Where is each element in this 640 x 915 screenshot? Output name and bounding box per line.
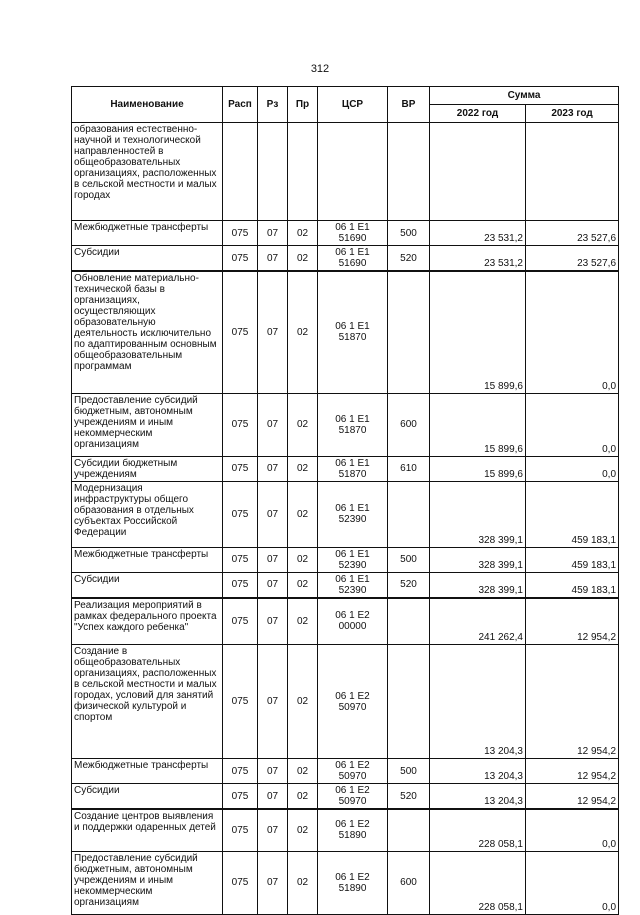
row-rasp: 075 bbox=[223, 481, 258, 547]
header-pr: Пр bbox=[288, 87, 318, 123]
row-rz: 07 bbox=[258, 598, 288, 645]
row-pr: 02 bbox=[288, 598, 318, 645]
row-vr bbox=[388, 481, 430, 547]
header-name: Наименование bbox=[72, 87, 223, 123]
row-csr: 06 1 Е1 51690 bbox=[318, 246, 388, 272]
row-name: Субсидии bbox=[72, 246, 223, 272]
row-csr: 06 1 Е2 50970 bbox=[318, 784, 388, 810]
row-name: Межбюджетные трансферты bbox=[72, 547, 223, 572]
row-csr: 06 1 Е2 50970 bbox=[318, 759, 388, 784]
table-row bbox=[72, 809, 619, 851]
row-rasp: 075 bbox=[223, 456, 258, 481]
table-row bbox=[72, 246, 619, 272]
table-row bbox=[72, 784, 619, 810]
row-rz: 07 bbox=[258, 481, 288, 547]
row-rz: 07 bbox=[258, 246, 288, 272]
row-pr: 02 bbox=[288, 481, 318, 547]
row-vr bbox=[388, 598, 430, 645]
row-sum-2023: 12 954,2 bbox=[526, 759, 619, 784]
row-rasp: 075 bbox=[223, 851, 258, 914]
row-pr bbox=[288, 123, 318, 221]
row-csr: 06 1 Е1 52390 bbox=[318, 547, 388, 572]
row-rz: 07 bbox=[258, 851, 288, 914]
header-csr: ЦСР bbox=[318, 87, 388, 123]
header-year-2022: 2022 год bbox=[430, 105, 526, 123]
table-body bbox=[72, 123, 619, 915]
row-pr: 02 bbox=[288, 759, 318, 784]
row-pr: 02 bbox=[288, 393, 318, 456]
table-row bbox=[72, 759, 619, 784]
row-pr: 02 bbox=[288, 572, 318, 598]
row-name: Межбюджетные трансферты bbox=[72, 221, 223, 246]
row-rasp bbox=[223, 123, 258, 221]
row-sum-2022: 241 262,4 bbox=[430, 598, 526, 645]
table-row bbox=[72, 645, 619, 759]
row-name: Субсидии бюджетным учреждениям bbox=[72, 456, 223, 481]
row-csr: 06 1 Е2 00000 bbox=[318, 598, 388, 645]
row-sum-2023: 459 183,1 bbox=[526, 572, 619, 598]
row-name: Межбюджетные трансферты bbox=[72, 759, 223, 784]
row-rasp: 075 bbox=[223, 572, 258, 598]
row-pr: 02 bbox=[288, 809, 318, 851]
row-sum-2023: 0,0 bbox=[526, 271, 619, 393]
row-sum-2022: 328 399,1 bbox=[430, 481, 526, 547]
row-csr: 06 1 Е1 51870 bbox=[318, 456, 388, 481]
row-csr: 06 1 Е1 51870 bbox=[318, 393, 388, 456]
row-rasp: 075 bbox=[223, 246, 258, 272]
header-year-2023: 2023 год bbox=[526, 105, 619, 123]
row-rz: 07 bbox=[258, 572, 288, 598]
page-number: 312 bbox=[310, 63, 330, 75]
row-sum-2022: 15 899,6 bbox=[430, 393, 526, 456]
row-rz: 07 bbox=[258, 221, 288, 246]
row-sum-2023: 0,0 bbox=[526, 456, 619, 481]
row-sum-2022: 13 204,3 bbox=[430, 645, 526, 759]
row-rasp: 075 bbox=[223, 393, 258, 456]
row-sum-2023: 459 183,1 bbox=[526, 481, 619, 547]
row-csr: 06 1 Е1 51870 bbox=[318, 271, 388, 393]
row-sum-2023: 0,0 bbox=[526, 393, 619, 456]
row-vr: 500 bbox=[388, 547, 430, 572]
row-csr: 06 1 Е2 51890 bbox=[318, 851, 388, 914]
row-rz: 07 bbox=[258, 456, 288, 481]
row-vr bbox=[388, 809, 430, 851]
row-vr bbox=[388, 123, 430, 221]
row-name: Обновление материально-технической базы в организациях, осуществляющих образовательную деятельность исключительно по адаптированным основным общеобразовательным программам bbox=[72, 271, 223, 393]
row-rz: 07 bbox=[258, 784, 288, 810]
row-sum-2023: 459 183,1 bbox=[526, 547, 619, 572]
row-sum-2023: 12 954,2 bbox=[526, 598, 619, 645]
row-rasp: 075 bbox=[223, 598, 258, 645]
row-csr: 06 1 Е1 52390 bbox=[318, 572, 388, 598]
row-name: Предоставление субсидий бюджетным, автономным учреждениям и иным некоммерческим организациям bbox=[72, 393, 223, 456]
row-sum-2022 bbox=[430, 123, 526, 221]
row-sum-2023: 0,0 bbox=[526, 851, 619, 914]
row-csr: 06 1 Е1 52390 bbox=[318, 481, 388, 547]
row-vr: 610 bbox=[388, 456, 430, 481]
row-vr: 520 bbox=[388, 246, 430, 272]
row-rasp: 075 bbox=[223, 759, 258, 784]
row-sum-2022: 13 204,3 bbox=[430, 784, 526, 810]
row-sum-2023: 23 527,6 bbox=[526, 221, 619, 246]
row-vr bbox=[388, 271, 430, 393]
row-vr: 500 bbox=[388, 759, 430, 784]
row-csr: 06 1 Е2 50970 bbox=[318, 645, 388, 759]
row-rz: 07 bbox=[258, 547, 288, 572]
row-csr: 06 1 Е2 51890 bbox=[318, 809, 388, 851]
row-sum-2022: 13 204,3 bbox=[430, 759, 526, 784]
row-rasp: 075 bbox=[223, 221, 258, 246]
row-csr: 06 1 Е1 51690 bbox=[318, 221, 388, 246]
table-row bbox=[72, 456, 619, 481]
row-pr: 02 bbox=[288, 547, 318, 572]
row-pr: 02 bbox=[288, 221, 318, 246]
row-rasp: 075 bbox=[223, 645, 258, 759]
table-row bbox=[72, 481, 619, 547]
row-vr: 520 bbox=[388, 572, 430, 598]
row-rasp: 075 bbox=[223, 784, 258, 810]
row-name: Предоставление субсидий бюджетным, автономным учреждениям и иным некоммерческим организациям bbox=[72, 851, 223, 914]
header-vr: ВР bbox=[388, 87, 430, 123]
header-sum: Сумма bbox=[430, 87, 619, 105]
row-name: образования естественно-научной и технологической направленностей в общеобразовательных организациях, расположенных в сельской местности и малых городах bbox=[72, 123, 223, 221]
row-vr: 500 bbox=[388, 221, 430, 246]
row-sum-2023: 12 954,2 bbox=[526, 784, 619, 810]
row-rz: 07 bbox=[258, 809, 288, 851]
row-pr: 02 bbox=[288, 246, 318, 272]
row-pr: 02 bbox=[288, 784, 318, 810]
header-rz: Рз bbox=[258, 87, 288, 123]
row-rz bbox=[258, 123, 288, 221]
header-rasp: Расп bbox=[223, 87, 258, 123]
row-vr: 520 bbox=[388, 784, 430, 810]
row-sum-2022: 328 399,1 bbox=[430, 547, 526, 572]
row-rz: 07 bbox=[258, 271, 288, 393]
row-sum-2023: 12 954,2 bbox=[526, 645, 619, 759]
row-csr bbox=[318, 123, 388, 221]
row-pr: 02 bbox=[288, 645, 318, 759]
row-sum-2023: 23 527,6 bbox=[526, 246, 619, 272]
budget-table bbox=[71, 86, 619, 915]
table-row bbox=[72, 572, 619, 598]
row-name: Реализация мероприятий в рамках федерального проекта "Успех каждого ребенка" bbox=[72, 598, 223, 645]
row-pr: 02 bbox=[288, 456, 318, 481]
table-row bbox=[72, 123, 619, 221]
row-rasp: 075 bbox=[223, 547, 258, 572]
row-sum-2022: 228 058,1 bbox=[430, 809, 526, 851]
row-pr: 02 bbox=[288, 851, 318, 914]
row-vr: 600 bbox=[388, 393, 430, 456]
table-row bbox=[72, 271, 619, 393]
row-name: Модернизация инфраструктуры общего образования в отдельных субъектах Российской Федерации bbox=[72, 481, 223, 547]
row-vr: 600 bbox=[388, 851, 430, 914]
row-sum-2022: 228 058,1 bbox=[430, 851, 526, 914]
table-row bbox=[72, 221, 619, 246]
table-row bbox=[72, 598, 619, 645]
row-name: Субсидии bbox=[72, 784, 223, 810]
row-sum-2023: 0,0 bbox=[526, 809, 619, 851]
row-sum-2022: 328 399,1 bbox=[430, 572, 526, 598]
row-name: Создание центров выявления и поддержки одаренных детей bbox=[72, 809, 223, 851]
row-sum-2022: 15 899,6 bbox=[430, 271, 526, 393]
row-rz: 07 bbox=[258, 393, 288, 456]
row-rz: 07 bbox=[258, 759, 288, 784]
row-sum-2022: 15 899,6 bbox=[430, 456, 526, 481]
row-pr: 02 bbox=[288, 271, 318, 393]
row-sum-2023 bbox=[526, 123, 619, 221]
row-sum-2022: 23 531,2 bbox=[430, 246, 526, 272]
row-vr bbox=[388, 645, 430, 759]
row-rz: 07 bbox=[258, 645, 288, 759]
row-name: Субсидии bbox=[72, 572, 223, 598]
row-name: Создание в общеобразовательных организациях, расположенных в сельской местности и малых городах, условий для занятий физической культурой и спортом bbox=[72, 645, 223, 759]
table-row bbox=[72, 547, 619, 572]
row-rasp: 075 bbox=[223, 271, 258, 393]
row-rasp: 075 bbox=[223, 809, 258, 851]
table-row bbox=[72, 393, 619, 456]
row-sum-2022: 23 531,2 bbox=[430, 221, 526, 246]
